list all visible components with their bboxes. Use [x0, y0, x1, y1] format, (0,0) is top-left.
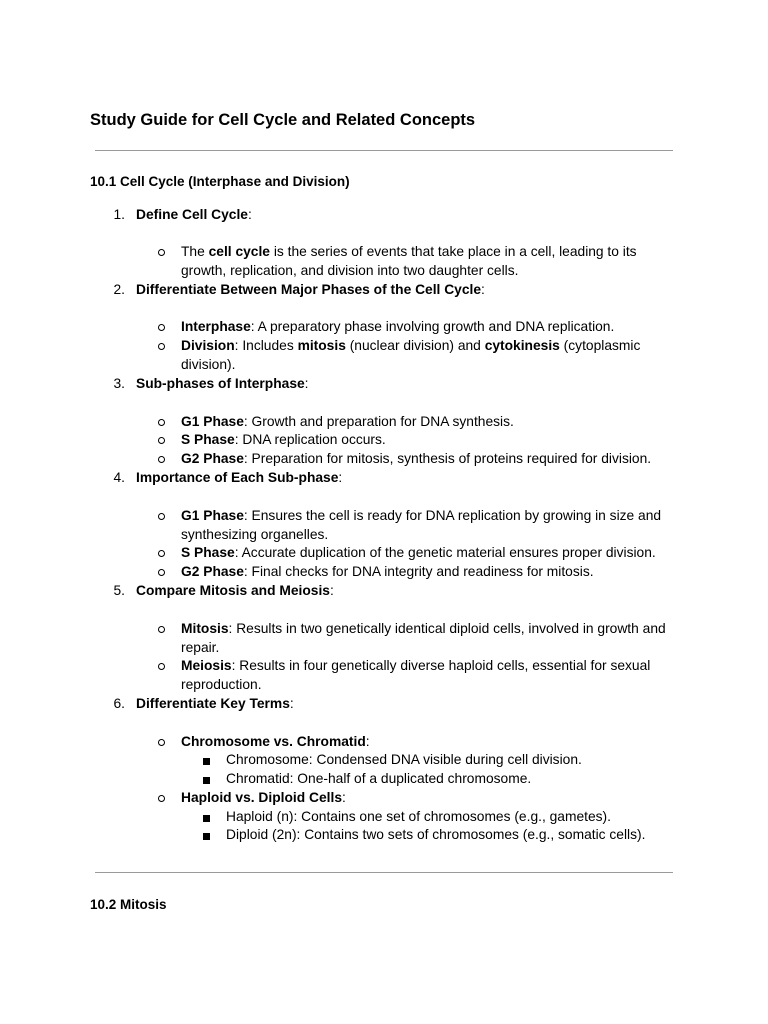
list-item-heading: Differentiate Between Major Phases of the Cell Cycle:: [136, 282, 485, 297]
hollow-circle-bullet-icon: [158, 663, 165, 670]
filled-square-bullet-icon: [203, 777, 210, 784]
list-number: 2.: [113, 282, 125, 297]
hollow-circle-bullet-icon: [158, 249, 165, 256]
bullet-text: Mitosis: Results in two genetically identical diploid cells, involved in growth and: [181, 621, 666, 636]
hollow-circle-bullet-icon: [158, 437, 165, 444]
list-item-heading: Sub-phases of Interphase:: [136, 376, 309, 391]
list-number: 5.: [113, 583, 125, 598]
bullet-text-continuation: synthesizing organelles.: [181, 527, 329, 542]
horizontal-rule: [95, 872, 673, 873]
bullet-text-continuation: division).: [181, 357, 236, 372]
filled-square-bullet-icon: [203, 815, 210, 822]
sub-bullet-text: Chromosome: Condensed DNA visible during cell division.: [226, 752, 582, 767]
hollow-circle-bullet-icon: [158, 739, 165, 746]
list-number: 6.: [113, 696, 125, 711]
list-item-heading: Define Cell Cycle:: [136, 207, 252, 222]
bullet-text: G1 Phase: Growth and preparation for DNA synthesis.: [181, 414, 514, 429]
list-number: 3.: [113, 376, 125, 391]
hollow-circle-bullet-icon: [158, 513, 165, 520]
bullet-text: G1 Phase: Ensures the cell is ready for DNA replication by growing in size and: [181, 508, 662, 523]
list-item-heading: Importance of Each Sub-phase:: [136, 470, 343, 485]
hollow-circle-bullet-icon: [158, 324, 165, 331]
horizontal-rule: [95, 150, 673, 151]
bullet-text-continuation: repair.: [181, 640, 220, 655]
filled-square-bullet-icon: [203, 758, 210, 765]
list-item-heading: Compare Mitosis and Meiosis:: [136, 583, 334, 598]
bullet-text: G2 Phase: Preparation for mitosis, synthesis of proteins required for division.: [181, 451, 652, 466]
section-heading: 10.2 Mitosis: [90, 897, 167, 912]
bullet-text: S Phase: DNA replication occurs.: [181, 432, 386, 447]
bullet-text: Haploid vs. Diploid Cells:: [181, 790, 346, 805]
hollow-circle-bullet-icon: [158, 795, 165, 802]
bullet-text-continuation: growth, replication, and division into two daughter cells.: [181, 263, 519, 278]
bullet-text: Chromosome vs. Chromatid:: [181, 734, 370, 749]
list-item-heading: Differentiate Key Terms:: [136, 696, 294, 711]
bullet-text: Meiosis: Results in four genetically diverse haploid cells, essential for sexual: [181, 658, 651, 673]
bullet-text: S Phase: Accurate duplication of the genetic material ensures proper division.: [181, 545, 656, 560]
bullet-text: Division: Includes mitosis (nuclear division) and cytokinesis (cytoplasmic: [181, 338, 641, 353]
sub-bullet-text: Diploid (2n): Contains two sets of chromosomes (e.g., somatic cells).: [226, 827, 646, 842]
sub-bullet-text: Haploid (n): Contains one set of chromosomes (e.g., gametes).: [226, 809, 611, 824]
hollow-circle-bullet-icon: [158, 456, 165, 463]
bullet-text: The cell cycle is the series of events that take place in a cell, leading to its: [181, 244, 637, 259]
hollow-circle-bullet-icon: [158, 626, 165, 633]
sub-bullet-text: Chromatid: One-half of a duplicated chromosome.: [226, 771, 532, 786]
hollow-circle-bullet-icon: [158, 419, 165, 426]
filled-square-bullet-icon: [203, 833, 210, 840]
list-number: 1.: [113, 207, 125, 222]
bullet-text: G2 Phase: Final checks for DNA integrity and readiness for mitosis.: [181, 564, 594, 579]
hollow-circle-bullet-icon: [158, 569, 165, 576]
section-heading: 10.1 Cell Cycle (Interphase and Division): [90, 174, 350, 189]
list-number: 4.: [113, 470, 125, 485]
hollow-circle-bullet-icon: [158, 343, 165, 350]
document-title: Study Guide for Cell Cycle and Related Concepts: [90, 111, 476, 129]
bullet-text-continuation: reproduction.: [181, 677, 262, 692]
bullet-text: Interphase: A preparatory phase involving growth and DNA replication.: [181, 319, 615, 334]
hollow-circle-bullet-icon: [158, 550, 165, 557]
